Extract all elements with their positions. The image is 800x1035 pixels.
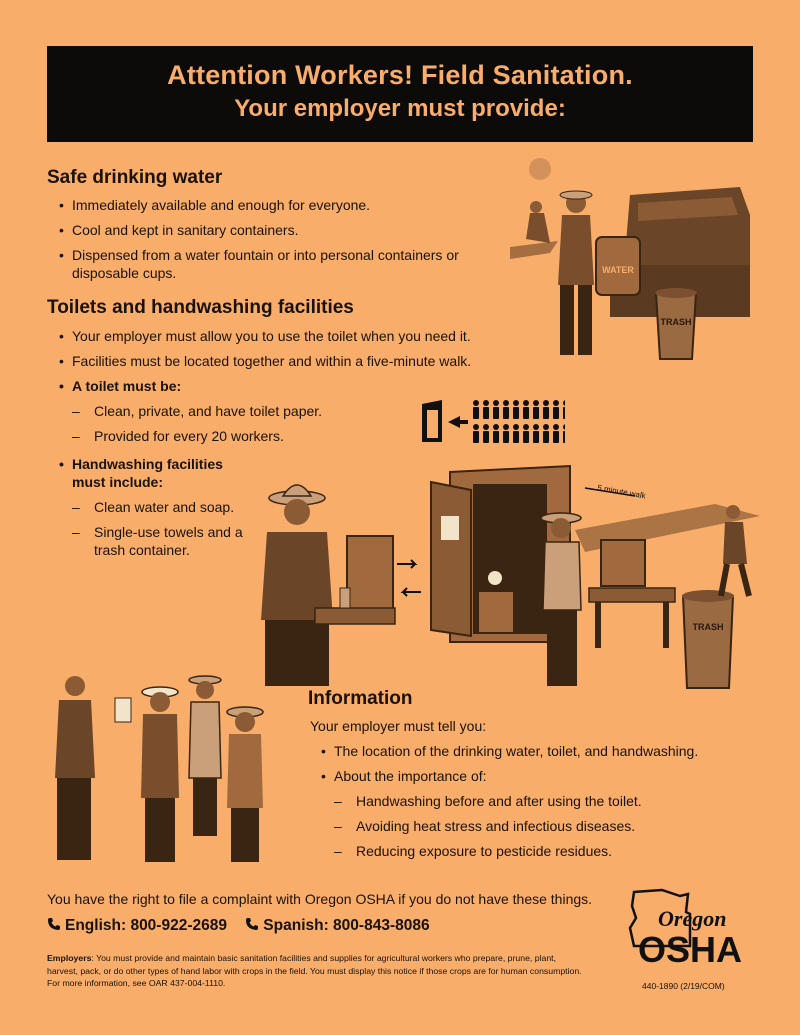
list-item: • Your employer must allow you to use the toilet when you need it. (58, 327, 528, 345)
spanish-phone[interactable] (245, 917, 429, 935)
oregon-osha-logo (628, 888, 758, 968)
arrow-icon (403, 588, 421, 596)
english-phone[interactable] (47, 917, 227, 935)
list-item: • About the importance of: (320, 767, 760, 785)
logo-oregon: Oregon (658, 906, 727, 931)
water-section-title: Safe drinking water (47, 167, 223, 188)
workers-group-illustration (45, 668, 275, 868)
list-item: – Handwashing before and after using the toilet. (320, 792, 760, 810)
list-item: • Cool and kept in sanitary containers. (58, 221, 478, 239)
list-item: – Provided for every 20 workers. (58, 427, 528, 445)
trash-label: TRASH (692, 622, 724, 632)
water-label: WATER (602, 265, 634, 275)
information-intro: Your employer must tell you: (310, 718, 487, 734)
employers-label: Employers (47, 953, 92, 963)
toilet-ratio-illustration (420, 398, 565, 446)
arrow-icon (397, 560, 415, 568)
employers-notice (47, 952, 587, 990)
page-subtitle: Your employer must provide: (234, 95, 566, 122)
list-item: • Facilities must be located together and within a five-minute walk. (58, 352, 528, 370)
complaint-notice: You have the right to file a complaint with Oregon OSHA if you do not have these things. (47, 891, 593, 907)
handwashing-list (58, 455, 243, 566)
list-item: • Handwashing facilities must include: (58, 455, 243, 491)
water-truck-illustration (510, 155, 760, 365)
information-section-title: Information (308, 688, 413, 709)
person-icon (473, 400, 565, 443)
phone-numbers (47, 917, 444, 935)
handwashing-toilet-illustration (245, 460, 760, 690)
spanish-phone-label: Spanish: 800-843-8086 (263, 917, 430, 934)
page-title: Attention Workers! Field Sanitation. (167, 60, 633, 90)
phone-icon (245, 917, 259, 931)
header-banner (47, 46, 753, 142)
water-list (58, 196, 478, 289)
trash-label: TRASH (660, 317, 692, 327)
list-item: – Reducing exposure to pesticide residues. (320, 842, 760, 860)
information-list (320, 742, 760, 867)
list-item: – Single-use towels and a trash container. (58, 523, 243, 559)
walk-label: 5 minute walk (596, 483, 647, 501)
toilets-section-title: Toilets and handwashing facilities (47, 297, 354, 318)
form-number: 440-1890 (2/19/COM) (642, 981, 725, 991)
arrow-icon (448, 416, 468, 428)
list-item: • Immediately available and enough for everyone. (58, 196, 478, 214)
list-item: • The location of the drinking water, toilet, and handwashing. (320, 742, 760, 760)
logo-osha: OSHA (638, 929, 743, 968)
list-item: – Avoiding heat stress and infectious diseases. (320, 817, 760, 835)
phone-icon (47, 917, 61, 931)
list-item: • Dispensed from a water fountain or into personal containers or disposable cups. (58, 246, 478, 282)
list-item: – Clean, private, and have toilet paper. (58, 402, 528, 420)
list-item: • A toilet must be: (58, 377, 528, 395)
employers-text: : You must provide and maintain basic sanitation facilities and supplies for agricultural workers who prepare, prune, plant, harvest, pack, or do other types of hand labor with crops in the field. You must display this notice if those crops are for human consumption. For more information, see OAR 437-004-1110. (47, 953, 582, 988)
list-item: – Clean water and soap. (58, 498, 243, 516)
outhouse-icon (422, 400, 442, 442)
english-phone-label: English: 800-922-2689 (65, 917, 227, 934)
